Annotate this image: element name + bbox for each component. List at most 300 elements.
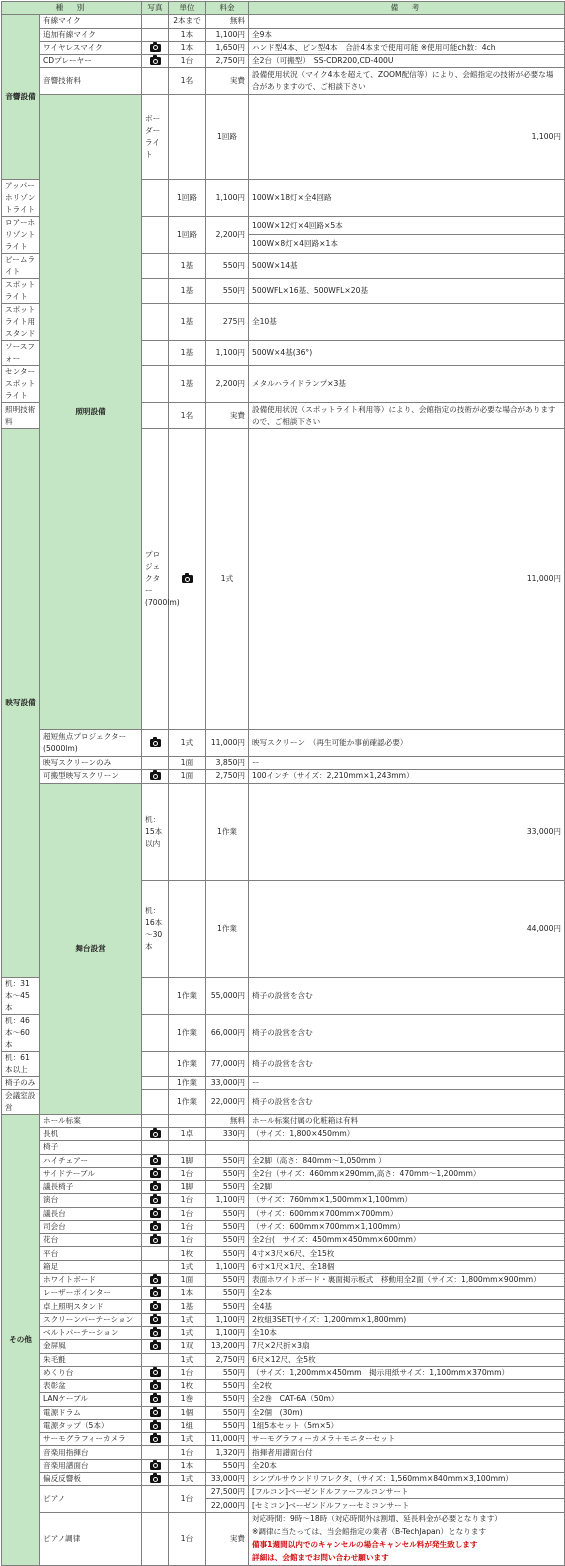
camera-icon[interactable] — [150, 57, 161, 65]
table-row — [2, 1446, 565, 1459]
table-row — [2, 1366, 565, 1379]
photo-cell — [142, 1273, 169, 1286]
camera-icon[interactable] — [150, 1170, 161, 1178]
item-name: ベルトパーテーション — [40, 1327, 142, 1340]
note-cell: 全2台（サイズ：460mm×290mm,高さ：470mm～1,200mm） — [249, 1167, 565, 1180]
price-cell: 550円 — [206, 1366, 249, 1379]
camera-icon[interactable] — [150, 1329, 161, 1337]
camera-icon[interactable] — [150, 772, 161, 780]
photo-cell — [142, 756, 169, 769]
price-cell: 1,100円 — [206, 340, 249, 365]
note-cell: 全2脚 — [249, 1181, 565, 1194]
unit-cell: 1台 — [169, 1512, 206, 1565]
note-cell: 全2巻 CAT-6A（50m） — [249, 1393, 565, 1406]
table-row — [2, 1273, 565, 1286]
unit-cell: 1面 — [169, 770, 206, 783]
camera-icon[interactable] — [150, 1395, 161, 1403]
price-cell: 2,200円 — [206, 365, 249, 402]
price-cell: 550円 — [206, 1181, 249, 1194]
note-cell: 全20本 — [249, 1459, 565, 1472]
table-row — [2, 1459, 565, 1472]
unit-cell: 1基 — [169, 365, 206, 402]
item-name: 映写スクリーンのみ — [40, 756, 142, 769]
unit-cell: 1作業 — [206, 783, 249, 880]
unit-cell: 1脚 — [169, 1154, 206, 1167]
photo-cell — [142, 1419, 169, 1432]
photo-cell — [142, 1406, 169, 1419]
camera-icon[interactable] — [150, 1462, 161, 1470]
photo-cell — [142, 216, 169, 253]
photo-cell — [142, 1433, 169, 1446]
photo-cell — [142, 1287, 169, 1300]
camera-icon[interactable] — [150, 1409, 161, 1417]
item-name: 机：31本～45本 — [2, 977, 40, 1014]
camera-icon[interactable] — [150, 1276, 161, 1284]
price-cell: 1,100円 — [206, 1327, 249, 1340]
price-cell: 275円 — [206, 303, 249, 340]
photo-cell — [142, 1393, 169, 1406]
unit-cell: 1式 — [206, 429, 249, 730]
photo-cell — [142, 1114, 169, 1127]
item-name: 音楽用譜面台 — [40, 1459, 142, 1472]
item-name: 議長椅子 — [40, 1181, 142, 1194]
table-row — [2, 1380, 565, 1393]
photo-cell — [142, 1234, 169, 1247]
unit-cell: 1式 — [169, 730, 206, 757]
unit-cell: 1回路 — [169, 179, 206, 216]
item-name: ロアーホリゾントライト — [2, 216, 40, 253]
price-cell: 33,000円 — [249, 783, 565, 880]
table-row — [2, 1260, 565, 1273]
header-type: 種 別 — [2, 2, 142, 15]
unit-cell: 1卓 — [169, 1128, 206, 1141]
header-unit: 単位 — [169, 2, 206, 15]
unit-cell: 1作業 — [169, 977, 206, 1014]
unit-cell: 1回路 — [206, 94, 249, 179]
table-row — [2, 1194, 565, 1207]
table-row — [2, 1433, 565, 1446]
price-cell: 66,000円 — [206, 1014, 249, 1051]
note-cell: 設備使用状況（スポットライト利用等）により、会館指定の技術が必要な場合がありますので、ご相談下さい — [249, 402, 565, 429]
note-cell: 指揮者用譜面台付 — [249, 1446, 565, 1459]
item-name: スクリーンパーテーション — [40, 1313, 142, 1326]
camera-icon[interactable] — [150, 1303, 161, 1311]
item-name: 箱足 — [40, 1260, 142, 1273]
note-cell: 7尺×2尺折×3扇 — [249, 1340, 565, 1353]
photo-cell — [142, 1220, 169, 1233]
price-cell: 550円 — [206, 1220, 249, 1233]
table-row — [2, 94, 565, 179]
photo-cell — [142, 1300, 169, 1313]
note-cell: 500W×14基 — [249, 253, 565, 278]
unit-cell: 2本まで — [169, 15, 206, 28]
note-cell: 全2台( サイズ：450mm×450mm×600mm） — [249, 1234, 565, 1247]
unit-cell: 1作業 — [169, 1014, 206, 1051]
photo-cell — [142, 365, 169, 402]
category-cell: 映写設備 — [2, 429, 40, 977]
item-name: ピアノ — [40, 1486, 142, 1513]
note-cell: 椅子の設営を含む — [249, 1014, 565, 1051]
table-row — [2, 1340, 565, 1353]
header-note: 備 考 — [249, 2, 565, 15]
note-cell: 全10基 — [249, 303, 565, 340]
table-row — [2, 1353, 565, 1366]
photo-cell — [142, 402, 169, 429]
price-cell: 11,000円 — [206, 1433, 249, 1446]
note-cell: 映写スクリーン （再生可能か事前確認必要） — [249, 730, 565, 757]
item-name: 金屏風 — [40, 1340, 142, 1353]
table-row — [2, 55, 565, 68]
table-row — [2, 1419, 565, 1432]
photo-cell — [142, 1446, 169, 1459]
price-cell: 1,100円 — [206, 1313, 249, 1326]
table-row — [2, 1114, 565, 1127]
item-name: アッパーホリゾントライト — [2, 179, 40, 216]
price-cell: 550円 — [206, 1406, 249, 1419]
price-cell: 550円 — [206, 1287, 249, 1300]
unit-cell: 1作業 — [206, 880, 249, 977]
item-name: 追加有線マイク — [40, 28, 142, 41]
price-cell: 550円 — [206, 278, 249, 303]
table-row — [2, 1141, 565, 1154]
note-line: ※調律に当たっては、当会館指定の業者（B-TechJapan）となります — [252, 1526, 487, 1536]
unit-cell: 1台 — [169, 1486, 206, 1513]
photo-cell — [142, 1327, 169, 1340]
photo-cell — [142, 1181, 169, 1194]
photo-cell — [142, 340, 169, 365]
note-cell — [249, 1512, 565, 1565]
table-row — [2, 783, 565, 880]
equipment-fee-table — [1, 1, 565, 1566]
unit-cell: 1回路 — [169, 216, 206, 253]
price-cell: 2,200円 — [206, 216, 249, 253]
table-row — [2, 770, 565, 783]
unit-cell: 1式 — [169, 1260, 206, 1273]
unit-cell: 1式 — [169, 1433, 206, 1446]
photo-cell — [142, 1076, 169, 1089]
photo-cell — [142, 1194, 169, 1207]
unit-cell: 1台 — [169, 1234, 206, 1247]
price-cell: 11,000円 — [249, 429, 565, 730]
photo-cell — [142, 1366, 169, 1379]
photo-cell — [169, 880, 206, 977]
photo-cell — [142, 1486, 169, 1513]
note-cell: 全2本 — [249, 1287, 565, 1300]
unit-cell: 1台 — [169, 1167, 206, 1180]
note-cell: 椅子の設営を含む — [249, 1089, 565, 1114]
unit-cell: 1台 — [169, 1194, 206, 1207]
note-cell: 100W×8灯×4回路×1本 — [249, 235, 565, 254]
item-name: ソースフォー — [2, 340, 40, 365]
unit-cell: 1名 — [169, 68, 206, 95]
category-cell: その他 — [2, 1114, 40, 1565]
cancel-notice: 備事1週間以内でのキャンセルの場合キャンセル料が発生致します — [252, 1539, 478, 1549]
note-cell: 全4基 — [249, 1300, 565, 1313]
price-cell: 550円 — [206, 1419, 249, 1432]
photo-cell — [142, 1207, 169, 1220]
unit-cell: 1双 — [169, 1340, 206, 1353]
item-name: 花台 — [40, 1234, 142, 1247]
photo-cell — [142, 1089, 169, 1114]
unit-cell: 1基 — [169, 253, 206, 278]
unit-cell: 1作業 — [169, 1076, 206, 1089]
price-cell: 550円 — [206, 1273, 249, 1286]
camera-icon[interactable] — [150, 1422, 161, 1430]
unit-cell: 1枚 — [169, 1380, 206, 1393]
unit-cell: 1台 — [169, 1366, 206, 1379]
item-name: 表彰盆 — [40, 1380, 142, 1393]
category-cell: 舞台設営 — [40, 783, 142, 1114]
photo-cell — [142, 730, 169, 757]
unit-cell: 1式 — [169, 1353, 206, 1366]
camera-icon[interactable] — [150, 1342, 161, 1350]
unit-cell: 1作業 — [169, 1089, 206, 1114]
unit-cell: 1基 — [169, 303, 206, 340]
item-name: 椅子のみ — [2, 1076, 40, 1089]
header-row — [2, 2, 565, 15]
photo-cell — [142, 55, 169, 68]
photo-cell — [142, 1512, 169, 1565]
table-row — [2, 730, 565, 757]
note-cell: 500WFL×16基、500WFL×20基 — [249, 278, 565, 303]
note-line: 対応時間：9時～18時（対応時間外は割増、延長料金が必要となります） — [252, 1513, 502, 1523]
table-row — [2, 1300, 565, 1313]
note-cell: 500W×4基(36°) — [249, 340, 565, 365]
table-row — [2, 15, 565, 28]
item-name: センタースポットライト — [2, 365, 40, 402]
table-row — [2, 1128, 565, 1141]
photo-cell — [169, 783, 206, 880]
note-cell: 100W×18灯×全4回路 — [249, 179, 565, 216]
photo-cell — [142, 1340, 169, 1353]
photo-cell — [142, 15, 169, 28]
camera-icon[interactable] — [150, 1435, 161, 1443]
note-cell: 1組5本セット（5m×5） — [249, 1419, 565, 1432]
price-cell: 実費 — [206, 1512, 249, 1565]
item-name: 机：15本以内 — [142, 783, 169, 880]
item-name: 長机 — [40, 1128, 142, 1141]
photo-cell — [142, 1380, 169, 1393]
photo-cell — [142, 1154, 169, 1167]
unit-cell: 1面 — [169, 756, 206, 769]
photo-cell — [142, 1353, 169, 1366]
note-cell: 全2枚 — [249, 1380, 565, 1393]
category-cell: 音響設備 — [2, 15, 40, 180]
price-cell: 550円 — [206, 1167, 249, 1180]
photo-cell — [142, 68, 169, 95]
item-name: サイドテーブル — [40, 1167, 142, 1180]
note-cell: ホール标案付属の化粧箱は有料 — [249, 1114, 565, 1127]
item-name: 卓上照明スタンド — [40, 1300, 142, 1313]
item-name: ワイヤレスマイク — [40, 41, 142, 54]
item-name: ホール标案 — [40, 1114, 142, 1127]
price-cell: 550円 — [206, 1247, 249, 1260]
photo-cell — [142, 1247, 169, 1260]
unit-cell: 1式 — [169, 1472, 206, 1485]
note-cell: 椅子の設営を含む — [249, 977, 565, 1014]
unit-cell: 1組 — [169, 1419, 206, 1432]
item-name: サーモグラフィーカメラ — [40, 1433, 142, 1446]
photo-cell — [142, 303, 169, 340]
price-cell: 22,000円 — [206, 1089, 249, 1114]
item-name: 朱毛氈 — [40, 1353, 142, 1366]
camera-icon[interactable] — [150, 1475, 161, 1483]
note-cell: 6尺×12尺、全5枚 — [249, 1353, 565, 1366]
table-row — [2, 1512, 565, 1565]
price-cell: 44,000円 — [249, 880, 565, 977]
note-cell: 6寸×1尺×1尺、全18個 — [249, 1260, 565, 1273]
price-cell: 1,100円 — [206, 179, 249, 216]
photo-cell — [142, 1014, 169, 1051]
table-row — [2, 1406, 565, 1419]
item-name: めくり台 — [40, 1366, 142, 1379]
table-row — [2, 756, 565, 769]
item-name: LANケーブル — [40, 1393, 142, 1406]
item-name: 照明技術料 — [2, 402, 40, 429]
note-cell: （サイズ：1,200mm×450mm 掲示用紙サイズ：1,100mm×370mm） — [249, 1366, 565, 1379]
photo-cell — [142, 977, 169, 1014]
price-cell: 33,000円 — [206, 1076, 249, 1089]
price-cell: 2,750円 — [206, 1353, 249, 1366]
price-cell: 2,750円 — [206, 55, 249, 68]
note-cell — [249, 1141, 565, 1154]
photo-cell — [142, 770, 169, 783]
price-cell: 550円 — [206, 1380, 249, 1393]
unit-cell: 1枚 — [169, 1247, 206, 1260]
note-cell: 全10本 — [249, 1327, 565, 1340]
item-name: ホワイトボード — [40, 1273, 142, 1286]
note-cell: シンプルサウンドリフレクタ、（サイズ：1,560mm×840mm×3,100mm） — [249, 1472, 565, 1485]
photo-cell — [142, 1167, 169, 1180]
camera-icon[interactable] — [150, 1316, 161, 1324]
price-cell: 1,100円 — [249, 94, 565, 179]
table-row — [2, 1220, 565, 1233]
unit-cell: 1台 — [169, 1207, 206, 1220]
note-cell: 表面ホワイトボード・裏面掲示板式 移動用全2面（サイズ：1,800mm×900mm） — [249, 1273, 565, 1286]
unit-cell — [169, 1141, 206, 1154]
camera-icon[interactable] — [150, 739, 161, 747]
note-cell — [249, 15, 565, 28]
table-row — [2, 41, 565, 54]
table-row — [2, 1247, 565, 1260]
camera-icon[interactable] — [182, 575, 193, 583]
item-name: 演台 — [40, 1194, 142, 1207]
camera-icon[interactable] — [150, 1289, 161, 1297]
photo-cell — [142, 1128, 169, 1141]
price-cell: 550円 — [206, 1234, 249, 1247]
camera-icon[interactable] — [150, 1210, 161, 1218]
price-cell: 1,650円 — [206, 41, 249, 54]
table-row — [2, 1181, 565, 1194]
unit-cell: 1本 — [169, 28, 206, 41]
photo-cell — [142, 1141, 169, 1154]
table-row — [2, 68, 565, 95]
unit-cell: 1式 — [169, 1313, 206, 1326]
note-cell: 全2個 (30m) — [249, 1406, 565, 1419]
item-name: 会議室設営 — [2, 1089, 40, 1114]
note-cell: （サイズ：600mm×700mm×700mm） — [249, 1207, 565, 1220]
price-cell: 550円 — [206, 253, 249, 278]
item-name: 有線マイク — [40, 15, 142, 28]
note-cell: 椅子の設営を含む — [249, 1051, 565, 1076]
note-cell: 全2台（可搬型） SS-CDR200,CD-400U — [249, 55, 565, 68]
note-cell: 4寸×3尺×6尺、全15枚 — [249, 1247, 565, 1260]
item-name: プロジェクター (7000lm) — [142, 429, 169, 730]
photo-cell — [142, 1459, 169, 1472]
price-cell: 2,750円 — [206, 770, 249, 783]
camera-icon[interactable] — [150, 1236, 161, 1244]
item-name: 議長台 — [40, 1207, 142, 1220]
camera-icon[interactable] — [150, 44, 161, 52]
item-name: 椅子 — [40, 1141, 142, 1154]
camera-icon[interactable] — [150, 1157, 161, 1165]
item-name: スポットライト用スタンド — [2, 303, 40, 340]
item-name: 平台 — [40, 1247, 142, 1260]
note-cell: （サイズ：760mm×1,500mm×1,100mm） — [249, 1194, 565, 1207]
photo-cell — [169, 429, 206, 730]
note-cell: [フルコン]ベーゼンドルファーフルコンサート — [249, 1486, 565, 1499]
photo-cell — [142, 28, 169, 41]
price-cell: 27,500円 — [206, 1486, 249, 1499]
price-cell: 無料 — [206, 1114, 249, 1127]
camera-icon[interactable] — [150, 1196, 161, 1204]
price-cell: 550円 — [206, 1459, 249, 1472]
note-cell: 100インチ（サイズ：2,210mm×1,243mm） — [249, 770, 565, 783]
item-name: CDプレーヤー — [40, 55, 142, 68]
unit-cell: 1作業 — [169, 1051, 206, 1076]
item-name: レーザーポインター — [40, 1287, 142, 1300]
unit-cell: 1式 — [169, 1327, 206, 1340]
item-name: 電源タップ（5本） — [40, 1419, 142, 1432]
note-cell: 100W×12灯×4回路×5本 — [249, 216, 565, 235]
item-name: 偏反反響板 — [40, 1472, 142, 1485]
camera-icon[interactable] — [150, 1382, 161, 1390]
table-row — [2, 1287, 565, 1300]
camera-icon[interactable] — [150, 1369, 161, 1377]
unit-cell: 1台 — [169, 55, 206, 68]
item-name: 机：61本以上 — [2, 1051, 40, 1076]
note-cell: 設備使用状況（マイク4本を超えて、ZOOM配信等）により、会館指定の技術が必要な場合がありますので、ご相談下さい — [249, 68, 565, 95]
note-cell: 全2脚（高さ：840mm～1,050mm ） — [249, 1154, 565, 1167]
camera-icon[interactable] — [150, 1183, 161, 1191]
header-price: 料金 — [206, 2, 249, 15]
camera-icon[interactable] — [150, 1223, 161, 1231]
unit-cell: 1基 — [169, 340, 206, 365]
unit-cell: 1本 — [169, 1459, 206, 1472]
photo-cell — [142, 179, 169, 216]
unit-cell: 1巻 — [169, 1393, 206, 1406]
price-cell: 11,000円 — [206, 730, 249, 757]
unit-cell: 1面 — [169, 1273, 206, 1286]
note-cell: ー — [249, 756, 565, 769]
price-cell: 1,100円 — [206, 1194, 249, 1207]
unit-cell: 1本 — [169, 1287, 206, 1300]
photo-cell — [142, 1313, 169, 1326]
table-row — [2, 1207, 565, 1220]
unit-cell: 1台 — [169, 1446, 206, 1459]
photo-cell — [142, 1472, 169, 1485]
note-cell: （サイズ：1,800×450mm） — [249, 1128, 565, 1141]
price-cell: 実費 — [206, 402, 249, 429]
unit-cell: 1基 — [169, 1300, 206, 1313]
camera-icon[interactable] — [150, 1130, 161, 1138]
table-row — [2, 1327, 565, 1340]
header-photo: 写真 — [142, 2, 169, 15]
photo-cell — [142, 253, 169, 278]
unit-cell: 1名 — [169, 402, 206, 429]
price-cell: 1,100円 — [206, 1260, 249, 1273]
unit-cell: 1脚 — [169, 1181, 206, 1194]
